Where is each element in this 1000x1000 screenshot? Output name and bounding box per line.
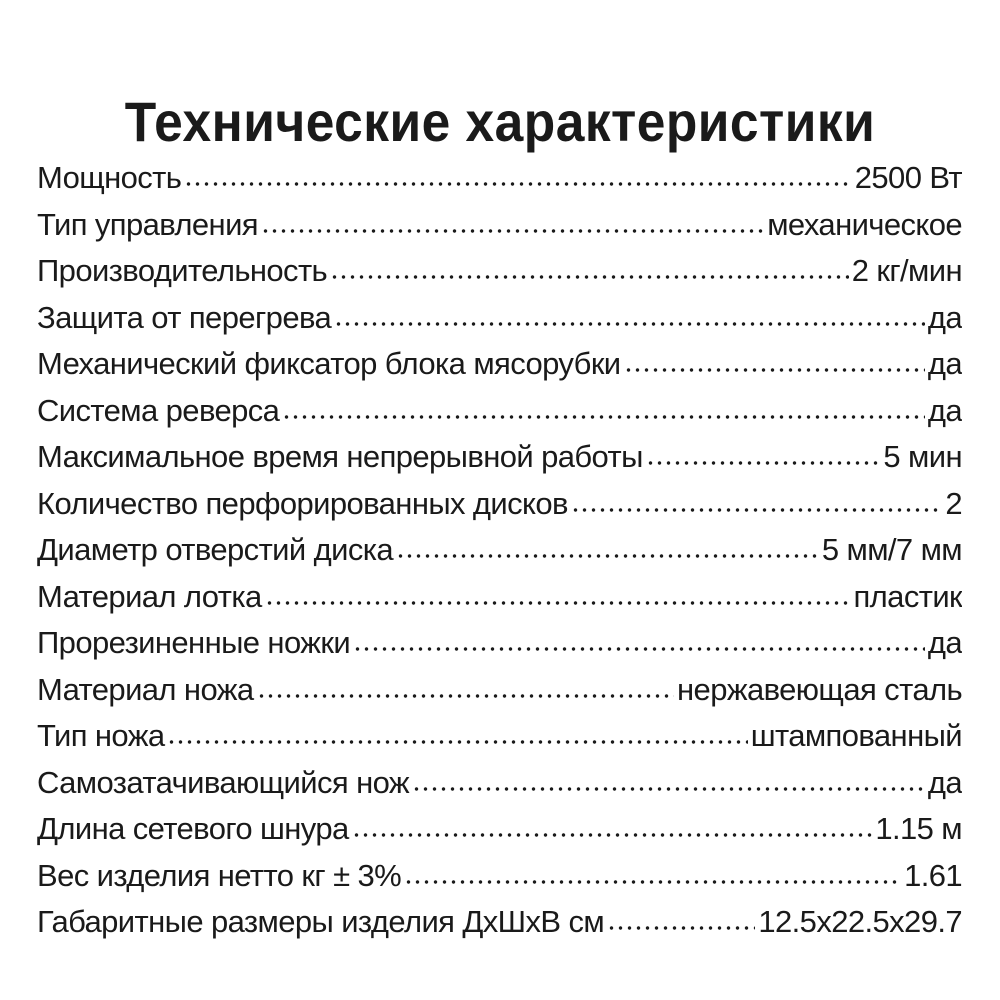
spec-row-self-sharpening (37, 760, 962, 807)
spec-label: Тип управления (37, 206, 258, 242)
spec-value: нержавеющая сталь (677, 671, 962, 707)
dot-leader (265, 599, 851, 607)
spec-value: 5 мм/7 мм (821, 532, 962, 567)
dot-leader (353, 645, 925, 653)
spec-value: механическое (767, 206, 962, 242)
spec-row-mechanical-lock (37, 341, 962, 388)
spec-label: Вес изделия нетто кг ± 3% (37, 857, 402, 893)
spec-label: Габаритные размеры изделия ДхШхВ см (37, 904, 605, 939)
dot-leader (412, 785, 925, 793)
spec-row-disc-count (37, 481, 962, 528)
dot-leader (257, 692, 675, 700)
spec-label: Механический фиксатор блока мясорубки (37, 346, 621, 381)
spec-label: Тип ножа (37, 718, 165, 753)
spec-row-max-runtime (37, 434, 962, 481)
spec-row-power (37, 155, 962, 202)
dot-leader (334, 320, 925, 328)
spec-value: да (927, 764, 962, 800)
dot-leader (396, 552, 819, 560)
spec-row-overheat-protection (37, 295, 962, 342)
dot-leader (184, 180, 851, 188)
spec-label: Количество перфорированных дисков (37, 485, 568, 521)
spec-row-rubber-feet (37, 620, 962, 667)
spec-row-dimensions (37, 899, 962, 946)
spec-value: да (927, 625, 962, 660)
spec-label: Максимальное время непрерывной работы (37, 439, 643, 474)
spec-row-productivity (37, 248, 962, 295)
dot-leader (624, 366, 925, 374)
dot-leader (404, 878, 901, 886)
spec-row-cord-length (37, 806, 962, 853)
spec-value: 1.15 м (875, 811, 962, 846)
spec-row-blade-type (37, 713, 962, 760)
spec-label: Защита от перегрева (37, 299, 332, 335)
spec-label: Система реверса (37, 392, 280, 428)
spec-label: Самозатачивающийся нож (37, 764, 410, 800)
dot-leader (167, 738, 747, 746)
dot-leader (352, 831, 873, 839)
spec-label: Прорезиненные ножки (37, 625, 351, 660)
spec-value: пластик (853, 578, 962, 614)
spec-value: 2500 Вт (854, 160, 962, 195)
spec-row-control-type (37, 202, 962, 249)
dot-leader (282, 413, 925, 421)
spec-row-net-weight (37, 853, 962, 900)
spec-value: 1.61 (904, 857, 962, 893)
spec-label: Материал ножа (37, 671, 254, 707)
spec-row-blade-material (37, 667, 962, 714)
spec-list (37, 155, 962, 946)
spec-row-hole-diameter (37, 527, 962, 574)
spec-label: Материал лотка (37, 578, 262, 614)
spec-value: 12.5х22.5х29.7 (758, 904, 962, 939)
spec-row-tray-material (37, 574, 962, 621)
spec-label: Производительность (37, 253, 328, 288)
spec-label: Длина сетевого шнура (37, 811, 349, 846)
spec-value: 2 кг/мин (851, 253, 962, 288)
page-title: Технические характеристики (124, 89, 876, 153)
spec-value: да (927, 346, 962, 381)
dot-leader (261, 227, 764, 235)
spec-label: Диаметр отверстий диска (37, 532, 394, 567)
spec-value: 2 (945, 485, 962, 521)
spec-value: да (927, 299, 962, 335)
spec-value: штампованный (750, 718, 962, 753)
spec-value: 5 мин (883, 439, 962, 474)
spec-label: Мощность (37, 160, 182, 195)
dot-leader (607, 924, 755, 932)
dot-leader (571, 506, 942, 514)
dot-leader (646, 459, 881, 467)
dot-leader (330, 273, 849, 281)
spec-value: да (927, 392, 962, 428)
spec-row-reverse-system (37, 388, 962, 435)
